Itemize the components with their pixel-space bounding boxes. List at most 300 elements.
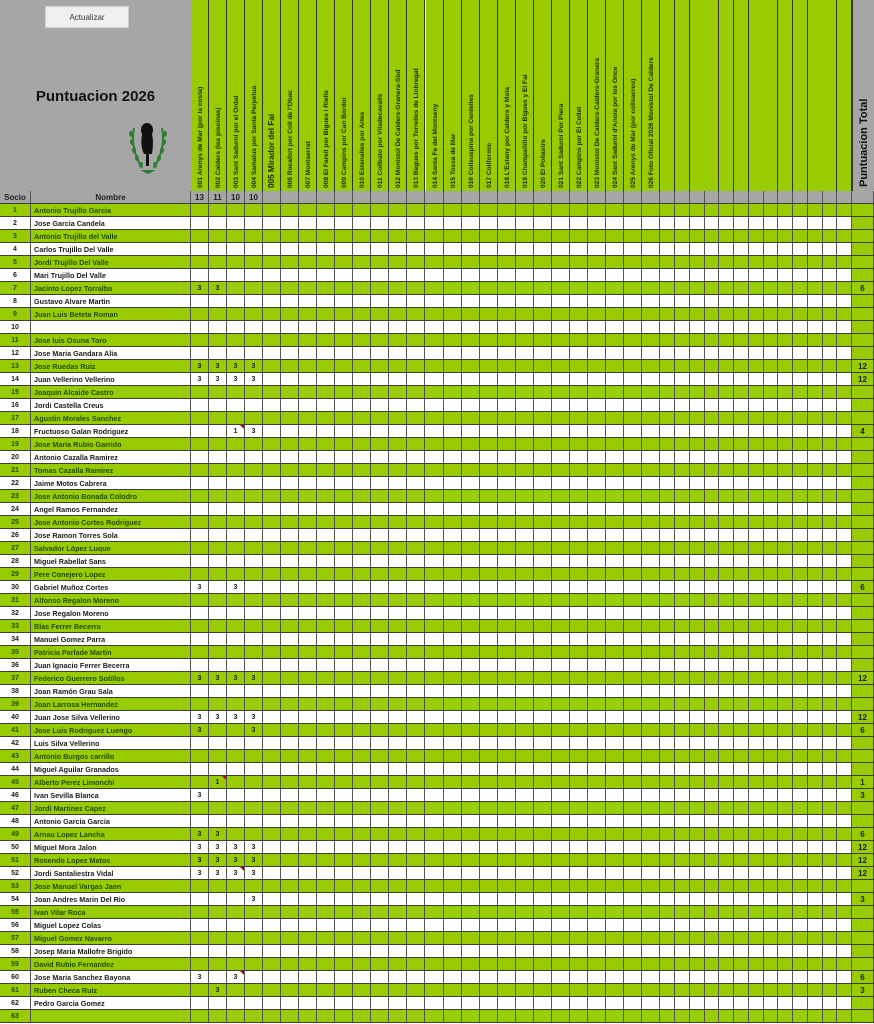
socio-number[interactable]: 58	[0, 945, 31, 957]
score-cell[interactable]	[749, 685, 764, 697]
score-cell[interactable]	[749, 503, 764, 515]
score-cell[interactable]	[299, 386, 317, 398]
score-cell[interactable]	[837, 399, 852, 411]
score-cell[interactable]	[299, 373, 317, 385]
score-cell[interactable]	[516, 269, 534, 281]
score-cell[interactable]	[299, 997, 317, 1009]
score-cell[interactable]	[822, 373, 837, 385]
score-cell[interactable]	[793, 503, 808, 515]
score-cell[interactable]	[808, 763, 823, 775]
score-cell[interactable]	[675, 750, 690, 762]
score-cell[interactable]	[426, 724, 444, 736]
score-cell[interactable]	[317, 256, 335, 268]
score-cell[interactable]	[426, 347, 444, 359]
score-cell[interactable]	[808, 373, 823, 385]
score-cell[interactable]	[660, 620, 675, 632]
score-cell[interactable]	[690, 724, 705, 736]
score-cell[interactable]	[281, 932, 299, 944]
score-cell[interactable]	[317, 945, 335, 957]
score-cell[interactable]	[534, 971, 552, 983]
score-cell[interactable]	[209, 438, 227, 450]
score-cell[interactable]	[371, 542, 389, 554]
score-cell[interactable]	[353, 217, 371, 229]
score-cell[interactable]	[719, 854, 734, 866]
score-cell[interactable]	[588, 841, 606, 853]
score-cell[interactable]	[462, 828, 480, 840]
score-cell[interactable]	[426, 425, 444, 437]
score-cell[interactable]	[704, 867, 719, 879]
score-cell[interactable]	[263, 529, 281, 541]
member-name[interactable]: Jose Regalon Moreno	[31, 607, 191, 619]
score-cell[interactable]	[808, 243, 823, 255]
score-cell[interactable]	[281, 867, 299, 879]
score-cell[interactable]	[690, 594, 705, 606]
score-cell[interactable]	[371, 789, 389, 801]
score-cell[interactable]	[299, 737, 317, 749]
score-cell[interactable]	[534, 321, 552, 333]
score-cell[interactable]	[749, 750, 764, 762]
score-cell[interactable]	[719, 321, 734, 333]
score-cell[interactable]	[588, 711, 606, 723]
score-cell[interactable]	[719, 529, 734, 541]
score-cell[interactable]	[426, 633, 444, 645]
score-cell[interactable]	[793, 347, 808, 359]
score-cell[interactable]	[389, 269, 407, 281]
score-cell[interactable]	[837, 581, 852, 593]
score-cell[interactable]	[734, 997, 749, 1009]
score-cell[interactable]	[371, 919, 389, 931]
score-cell[interactable]	[371, 750, 389, 762]
score-cell[interactable]	[570, 516, 588, 528]
score-cell[interactable]	[606, 659, 624, 671]
score-cell[interactable]	[837, 256, 852, 268]
score-cell[interactable]	[690, 386, 705, 398]
score-cell[interactable]	[299, 984, 317, 996]
score-cell[interactable]	[642, 529, 660, 541]
score-cell[interactable]	[808, 269, 823, 281]
score-cell[interactable]	[353, 438, 371, 450]
score-cell[interactable]	[660, 659, 675, 671]
score-cell[interactable]	[317, 399, 335, 411]
score-cell[interactable]	[690, 451, 705, 463]
socio-number[interactable]: 23	[0, 490, 31, 502]
score-cell[interactable]	[444, 347, 462, 359]
score-cell[interactable]	[281, 906, 299, 918]
score-cell[interactable]	[793, 711, 808, 723]
score-cell[interactable]	[335, 984, 353, 996]
score-cell[interactable]	[704, 477, 719, 489]
score-cell[interactable]	[191, 919, 209, 931]
score-cell[interactable]	[444, 984, 462, 996]
score-cell[interactable]	[534, 425, 552, 437]
score-cell[interactable]	[317, 763, 335, 775]
score-cell[interactable]	[719, 828, 734, 840]
score-cell[interactable]	[588, 347, 606, 359]
score-cell[interactable]	[704, 581, 719, 593]
socio-number[interactable]: 25	[0, 516, 31, 528]
score-cell[interactable]	[778, 360, 793, 372]
score-cell[interactable]	[624, 295, 642, 307]
score-cell[interactable]	[660, 412, 675, 424]
score-cell[interactable]	[837, 841, 852, 853]
score-cell[interactable]: 3	[191, 672, 209, 684]
score-cell[interactable]	[808, 620, 823, 632]
score-cell[interactable]: 3	[245, 854, 263, 866]
socio-number[interactable]: 17	[0, 412, 31, 424]
score-cell[interactable]	[353, 932, 371, 944]
score-cell[interactable]	[444, 386, 462, 398]
score-cell[interactable]	[763, 230, 778, 242]
score-cell[interactable]	[793, 620, 808, 632]
score-cell[interactable]	[763, 841, 778, 853]
score-cell[interactable]	[444, 945, 462, 957]
score-cell[interactable]	[837, 295, 852, 307]
score-cell[interactable]	[263, 633, 281, 645]
score-cell[interactable]	[407, 945, 425, 957]
score-cell[interactable]	[534, 360, 552, 372]
score-cell[interactable]	[281, 516, 299, 528]
score-cell[interactable]	[534, 880, 552, 892]
score-cell[interactable]	[299, 568, 317, 580]
score-cell[interactable]	[675, 594, 690, 606]
score-cell[interactable]	[570, 776, 588, 788]
score-cell[interactable]	[534, 828, 552, 840]
score-cell[interactable]	[793, 334, 808, 346]
score-cell[interactable]	[793, 646, 808, 658]
score-cell[interactable]	[642, 243, 660, 255]
score-cell[interactable]	[516, 399, 534, 411]
score-cell[interactable]	[407, 633, 425, 645]
score-cell[interactable]	[734, 633, 749, 645]
score-cell[interactable]	[534, 490, 552, 502]
score-cell[interactable]	[281, 659, 299, 671]
score-cell[interactable]	[444, 932, 462, 944]
score-cell[interactable]	[480, 906, 498, 918]
score-cell[interactable]	[426, 256, 444, 268]
score-cell[interactable]	[734, 334, 749, 346]
score-cell[interactable]	[606, 932, 624, 944]
score-cell[interactable]	[444, 516, 462, 528]
score-cell[interactable]	[570, 724, 588, 736]
score-cell[interactable]	[808, 893, 823, 905]
score-cell[interactable]	[642, 646, 660, 658]
score-cell[interactable]	[624, 243, 642, 255]
score-cell[interactable]	[704, 659, 719, 671]
score-cell[interactable]	[734, 230, 749, 242]
score-cell[interactable]	[209, 399, 227, 411]
score-cell[interactable]	[690, 321, 705, 333]
score-cell[interactable]	[299, 516, 317, 528]
score-cell[interactable]	[245, 230, 263, 242]
score-cell[interactable]	[227, 282, 245, 294]
score-cell[interactable]	[498, 893, 516, 905]
score-cell[interactable]	[624, 373, 642, 385]
score-cell[interactable]	[317, 958, 335, 970]
score-cell[interactable]	[642, 568, 660, 580]
score-cell[interactable]	[191, 802, 209, 814]
score-cell[interactable]	[371, 893, 389, 905]
score-cell[interactable]	[719, 997, 734, 1009]
score-cell[interactable]: 3	[227, 373, 245, 385]
score-cell[interactable]	[793, 945, 808, 957]
score-cell[interactable]	[690, 438, 705, 450]
score-cell[interactable]	[690, 854, 705, 866]
score-cell[interactable]	[389, 893, 407, 905]
score-cell[interactable]	[837, 438, 852, 450]
score-cell[interactable]	[480, 217, 498, 229]
score-cell[interactable]	[690, 256, 705, 268]
score-cell[interactable]	[498, 256, 516, 268]
score-cell[interactable]	[642, 516, 660, 528]
score-cell[interactable]	[624, 802, 642, 814]
score-cell[interactable]	[353, 503, 371, 515]
score-cell[interactable]	[299, 477, 317, 489]
score-cell[interactable]	[426, 919, 444, 931]
score-cell[interactable]	[778, 555, 793, 567]
score-cell[interactable]: 3	[191, 373, 209, 385]
score-cell[interactable]	[498, 880, 516, 892]
score-cell[interactable]	[407, 685, 425, 697]
score-cell[interactable]	[299, 529, 317, 541]
score-cell[interactable]	[719, 243, 734, 255]
score-cell[interactable]	[281, 893, 299, 905]
score-cell[interactable]	[407, 256, 425, 268]
score-cell[interactable]	[534, 763, 552, 775]
score-cell[interactable]	[263, 841, 281, 853]
score-cell[interactable]	[227, 776, 245, 788]
score-cell[interactable]	[793, 386, 808, 398]
score-cell[interactable]	[763, 906, 778, 918]
score-cell[interactable]	[690, 568, 705, 580]
score-cell[interactable]	[624, 399, 642, 411]
score-cell[interactable]	[317, 425, 335, 437]
score-cell[interactable]	[749, 711, 764, 723]
score-cell[interactable]	[793, 399, 808, 411]
score-cell[interactable]	[389, 646, 407, 658]
score-cell[interactable]	[516, 360, 534, 372]
score-cell[interactable]	[606, 958, 624, 970]
score-cell[interactable]	[407, 789, 425, 801]
score-cell[interactable]	[624, 204, 642, 216]
score-cell[interactable]	[335, 607, 353, 619]
score-cell[interactable]	[516, 477, 534, 489]
score-cell[interactable]	[624, 737, 642, 749]
score-cell[interactable]: 3	[209, 672, 227, 684]
score-cell[interactable]	[281, 386, 299, 398]
score-cell[interactable]	[209, 256, 227, 268]
score-cell[interactable]	[719, 282, 734, 294]
score-cell[interactable]	[606, 321, 624, 333]
score-cell[interactable]	[335, 451, 353, 463]
score-cell[interactable]	[808, 594, 823, 606]
score-cell[interactable]	[749, 945, 764, 957]
score-cell[interactable]	[675, 776, 690, 788]
score-cell[interactable]	[317, 750, 335, 762]
score-cell[interactable]	[778, 490, 793, 502]
score-cell[interactable]	[822, 828, 837, 840]
score-cell[interactable]	[588, 490, 606, 502]
score-cell[interactable]	[353, 256, 371, 268]
score-cell[interactable]	[245, 243, 263, 255]
score-cell[interactable]	[227, 334, 245, 346]
score-cell[interactable]	[793, 594, 808, 606]
score-cell[interactable]	[808, 438, 823, 450]
score-cell[interactable]	[335, 412, 353, 424]
score-cell[interactable]	[444, 217, 462, 229]
score-cell[interactable]	[778, 295, 793, 307]
score-cell[interactable]	[209, 230, 227, 242]
score-cell[interactable]	[642, 685, 660, 697]
score-cell[interactable]	[353, 841, 371, 853]
member-name[interactable]: Joaquin Alcaide Castro	[31, 386, 191, 398]
score-cell[interactable]	[426, 958, 444, 970]
score-cell[interactable]	[444, 711, 462, 723]
score-cell[interactable]	[734, 763, 749, 775]
score-cell[interactable]	[793, 555, 808, 567]
score-cell[interactable]	[763, 893, 778, 905]
score-cell[interactable]	[281, 412, 299, 424]
score-cell[interactable]	[822, 542, 837, 554]
score-cell[interactable]	[227, 308, 245, 320]
score-cell[interactable]	[335, 373, 353, 385]
score-cell[interactable]	[690, 503, 705, 515]
score-cell[interactable]	[606, 308, 624, 320]
score-cell[interactable]	[227, 555, 245, 567]
score-cell[interactable]	[690, 217, 705, 229]
score-cell[interactable]	[606, 594, 624, 606]
score-cell[interactable]	[808, 607, 823, 619]
score-cell[interactable]	[426, 1010, 444, 1022]
socio-number[interactable]: 31	[0, 594, 31, 606]
score-cell[interactable]	[642, 945, 660, 957]
score-cell[interactable]	[552, 542, 570, 554]
score-cell[interactable]	[588, 555, 606, 567]
score-cell[interactable]	[719, 1010, 734, 1022]
score-cell[interactable]	[719, 984, 734, 996]
score-cell[interactable]	[690, 308, 705, 320]
score-cell[interactable]	[778, 763, 793, 775]
score-cell[interactable]	[822, 724, 837, 736]
score-cell[interactable]	[227, 919, 245, 931]
score-cell[interactable]	[704, 204, 719, 216]
score-cell[interactable]	[462, 789, 480, 801]
socio-number[interactable]: 11	[0, 334, 31, 346]
score-cell[interactable]	[808, 360, 823, 372]
score-cell[interactable]	[588, 217, 606, 229]
score-cell[interactable]	[498, 386, 516, 398]
score-cell[interactable]	[778, 386, 793, 398]
score-cell[interactable]	[690, 893, 705, 905]
score-cell[interactable]	[837, 698, 852, 710]
score-cell[interactable]: 3	[191, 711, 209, 723]
score-cell[interactable]	[371, 490, 389, 502]
score-cell[interactable]	[675, 620, 690, 632]
score-cell[interactable]	[353, 516, 371, 528]
score-cell[interactable]	[704, 724, 719, 736]
score-cell[interactable]	[660, 932, 675, 944]
score-cell[interactable]	[371, 945, 389, 957]
score-cell[interactable]	[353, 672, 371, 684]
score-cell[interactable]	[498, 230, 516, 242]
socio-number[interactable]: 63	[0, 1010, 31, 1022]
score-cell[interactable]	[588, 594, 606, 606]
score-cell[interactable]	[335, 529, 353, 541]
score-cell[interactable]	[480, 503, 498, 515]
score-cell[interactable]	[498, 724, 516, 736]
score-cell[interactable]	[690, 841, 705, 853]
score-cell[interactable]	[407, 282, 425, 294]
score-cell[interactable]	[570, 451, 588, 463]
score-cell[interactable]	[837, 425, 852, 437]
score-cell[interactable]	[426, 321, 444, 333]
score-cell[interactable]	[763, 269, 778, 281]
score-cell[interactable]	[480, 620, 498, 632]
score-cell[interactable]	[263, 958, 281, 970]
score-cell[interactable]	[624, 854, 642, 866]
score-cell[interactable]	[749, 399, 764, 411]
score-cell[interactable]	[462, 893, 480, 905]
score-cell[interactable]	[209, 919, 227, 931]
score-cell[interactable]	[588, 425, 606, 437]
score-cell[interactable]	[353, 698, 371, 710]
score-cell[interactable]	[763, 737, 778, 749]
score-cell[interactable]	[675, 360, 690, 372]
score-cell[interactable]	[704, 984, 719, 996]
score-cell[interactable]	[444, 763, 462, 775]
score-cell[interactable]	[837, 542, 852, 554]
score-cell[interactable]	[245, 464, 263, 476]
score-cell[interactable]	[245, 919, 263, 931]
member-name[interactable]: Manuel Gomez Parra	[31, 633, 191, 645]
score-cell[interactable]	[227, 815, 245, 827]
score-cell[interactable]	[534, 282, 552, 294]
score-cell[interactable]	[407, 555, 425, 567]
socio-number[interactable]: 7	[0, 282, 31, 294]
score-cell[interactable]	[407, 581, 425, 593]
score-cell[interactable]	[462, 425, 480, 437]
score-cell[interactable]	[426, 490, 444, 502]
score-cell[interactable]	[808, 321, 823, 333]
score-cell[interactable]	[407, 438, 425, 450]
score-cell[interactable]	[462, 841, 480, 853]
score-cell[interactable]	[444, 373, 462, 385]
score-cell[interactable]	[389, 256, 407, 268]
score-cell[interactable]	[642, 997, 660, 1009]
score-cell[interactable]	[606, 204, 624, 216]
score-cell[interactable]	[516, 945, 534, 957]
score-cell[interactable]	[704, 971, 719, 983]
score-cell[interactable]	[660, 282, 675, 294]
score-cell[interactable]	[793, 828, 808, 840]
score-cell[interactable]	[719, 776, 734, 788]
score-cell[interactable]	[822, 919, 837, 931]
score-cell[interactable]	[335, 867, 353, 879]
socio-number[interactable]: 9	[0, 308, 31, 320]
score-cell[interactable]	[426, 438, 444, 450]
score-cell[interactable]	[642, 360, 660, 372]
socio-number[interactable]: 47	[0, 802, 31, 814]
score-cell[interactable]	[480, 685, 498, 697]
socio-number[interactable]: 52	[0, 867, 31, 879]
score-cell[interactable]	[426, 581, 444, 593]
score-cell[interactable]	[516, 919, 534, 931]
score-cell[interactable]	[704, 893, 719, 905]
score-cell[interactable]	[675, 646, 690, 658]
score-cell[interactable]	[480, 542, 498, 554]
score-cell[interactable]	[191, 529, 209, 541]
score-cell[interactable]: 3	[227, 854, 245, 866]
score-cell[interactable]	[335, 672, 353, 684]
